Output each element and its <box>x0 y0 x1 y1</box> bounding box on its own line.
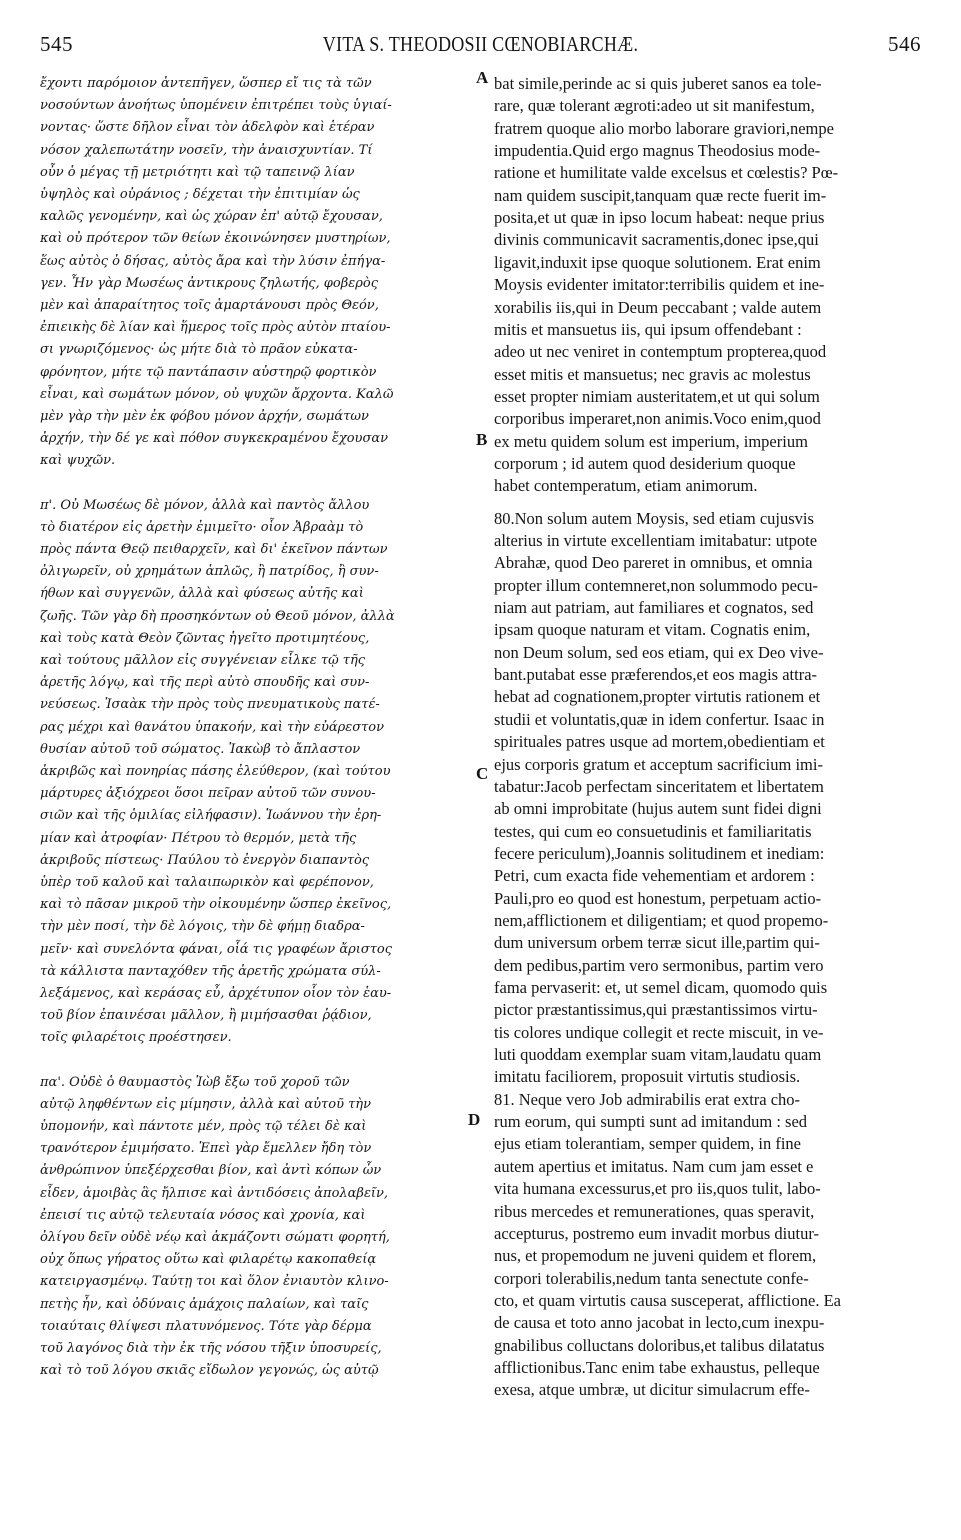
text-line: tabatur:Jacob perfectam sinceritatem et libertatem <box>494 776 824 796</box>
text-line: ἀνθρώπινον ὑπεξέρχεσθαι βίον, καὶ ἀντὶ κόπων ὧν <box>40 1163 382 1179</box>
text-line: ἀκριβοῦς πίστεως· Παύλου τὸ ἐνεργὸν διαπαντὸς <box>40 852 370 868</box>
text-line: non Deum solum, sed eos etiam, qui ex Deo vive- <box>494 642 824 662</box>
text-line: habet contemperatum, etiam animorum. <box>494 476 758 496</box>
page-number-right: 546 <box>888 32 921 56</box>
text-line: πα'. Οὐδὲ ὁ θαυμαστὸς Ἰὼβ ἔξω τοῦ χοροῦ τῶν <box>40 1074 350 1090</box>
text-line: εἶδεν, ἀμοιβὰς ἃς ἤλπισε καὶ ἀντιδόσεις ἀπολαβεῖν, <box>40 1185 389 1201</box>
text-line: imitatu faciliorem, proposuit virtutis studiosis. <box>494 1067 801 1087</box>
text-line: Moysis evidenter imitator:terribilis quidem et ine- <box>494 275 825 295</box>
text-line: autem apertius et imitatus. Nam cum jam esset e <box>494 1156 814 1176</box>
text-line: testes, qui cum eo consuetudinis et familiaritatis <box>494 821 812 841</box>
text-line: Abrahæ, quod Deo pareret in omnibus, et omnia <box>494 553 813 573</box>
text-line: ἕως αὐτὸς ὁ δήσας, αὐτὸς ἄρα καὶ τὴν λύσιν ἐπήγα- <box>40 253 386 269</box>
text-line: impudentia.Quid ergo magnus Theodosius mode- <box>494 141 821 161</box>
text-line: rare, quæ tolerant ægroti:adeo ut sit manifestum, <box>494 96 815 116</box>
text-line: ἀρχήν, τὴν δέ γε καὶ πόθον συγκεκραμένου ἔχουσαν <box>40 431 388 447</box>
text-line: nus, et propemodum ne juveni quidem et florem, <box>494 1246 817 1266</box>
text-line: niam aut patriam, aut familiares et cognatos, sed <box>494 598 814 618</box>
text-line: de causa et toto anno jacobat in lecto,cum inexpu- <box>494 1313 825 1333</box>
text-line: ήθων καὶ συγγενῶν, ἀλλὰ καὶ φύσεως αὐτῆς καὶ <box>40 586 364 602</box>
margin-letter-c: C <box>476 764 489 783</box>
margin-letter-d: D <box>468 1110 481 1129</box>
text-line: ὑπὲρ τοῦ καλοῦ καὶ ταλαιπωρικὸν καὶ φερέπονον, <box>40 875 374 890</box>
text-line: τοῖς φιλαρέτοις προέστησεν. <box>40 1030 232 1046</box>
text-line: pictor præstantissimus,qui præstantissimos virtu- <box>494 1000 818 1020</box>
text-line: ab omni improbitate (hujus autem sunt fidei digni <box>494 799 822 819</box>
text-line: μεῖν· καὶ συνελόντα φάναι, οἷά τις γραφέων ἄριστος <box>40 941 393 957</box>
text-line: ipsam quoque naturam et vitam. Cognatis enim, <box>494 620 811 640</box>
text-line: tis colores undique collegit et recte miscuit, in ve- <box>494 1022 824 1042</box>
text-line: ὑπομονήν, καὶ πάντοτε μέν, πρὸς τῷ τέλει δὲ καὶ <box>40 1119 367 1134</box>
text-line: 80.Non solum autem Moysis, sed etiam cujusvis <box>494 508 814 528</box>
text-line: bat simile,perinde ac si quis juberet sanos ea tole- <box>494 74 822 93</box>
text-line: esset mitis et mansuetus; nec gravis ac molestus <box>494 364 811 384</box>
text-line: ligavit,induxit ipse quoque solutionem. Erat enim <box>494 252 821 272</box>
text-line: propter illum contemneret,non solummodo pecu- <box>494 575 818 595</box>
running-header <box>40 32 921 62</box>
text-line: exesa, atque umbræ, ut dicitur simulacrum effe- <box>494 1380 810 1400</box>
text-line: ribus mercedes et remunerationes, quas speravit, <box>494 1201 815 1221</box>
text-line: ejus etiam tolerantiam, semper quidem, in fine <box>494 1134 801 1154</box>
text-line: nam quidem suscipit,tanquam quæ recte fuerit im- <box>494 185 827 205</box>
text-line: μίαν καὶ ἀτροφίαν· Πέτρου τὸ θερμόν, μετὰ τῆς <box>40 830 357 846</box>
text-line: τὰ κάλλιστα πανταχόθεν τῆς ἀρετῆς χρώματα σύλ- <box>40 963 381 979</box>
text-line: καὶ τούτους μᾶλλον εἰς συγγένειαν εἷλκε τῷ τῆς <box>40 653 366 668</box>
text-line: λεξάμενος, καὶ κεράσας εὖ, ἀρχέτυπον οἷον τὸν ἑαυ- <box>40 986 392 1001</box>
text-line: spirituales patres usque ad mortem,obedientiam et <box>494 732 825 752</box>
text-line: corpori tolerabilis,nedum tanta senectute confe- <box>494 1268 809 1288</box>
text-line: νεύσεως. Ἰσαὰκ τὴν πρὸς τοὺς πνευματικοὺς πατέ- <box>40 697 380 713</box>
text-line: dum universum orbem terræ sicut ille,partim qui- <box>494 933 820 953</box>
text-line: κατειργασμένῳ. Ταύτῃ τοι καὶ ὅλον ἐνιαυτὸν κλινο- <box>40 1274 389 1290</box>
text-line: ex metu quidem solum est imperium, imperium <box>494 431 808 451</box>
text-line: ratione et humilitate valde excelsus et cœlestis? Pœ- <box>494 163 839 183</box>
text-line: καὶ τοὺς κατὰ Θεὸν ζῶντας ἡγεῖτο προτιμητέους, <box>40 630 370 646</box>
text-line: μὲν γὰρ τὴν μὲν ἐκ φόβου μόνον ἀρχήν, σωμάτων <box>40 409 369 424</box>
text-line: dem pedibus,partim vero sermonibus, partim vero <box>494 955 824 975</box>
text-line: gnabilibus colluctans doloribus,et talibus dilatatus <box>494 1335 825 1355</box>
text-line: μὲν καὶ ἀπαραίτητος τοῖς ἁμαρτάνουσι πρὸς Θεόν, <box>40 298 379 313</box>
text-line: 81. Neque vero Job admirabilis erat extra cho- <box>494 1089 801 1109</box>
text-line: ἐπιεικὴς δὲ λίαν καὶ ἥμερος τοῖς πρὸς αὐτὸν πταίου- <box>40 320 391 336</box>
text-line: καὶ ψυχῶν. <box>40 453 116 469</box>
text-line: cto, et quam virtutis causa susceperat, afflictione. Ea <box>494 1290 841 1310</box>
text-line: Pauli,pro eo quod est honestum, perpetuam actio- <box>494 888 822 908</box>
text-line: accepturus, postremo eum invadit morbus diutur- <box>494 1223 820 1243</box>
text-line: ejus corporis gratum et acceptum sacrificium imi- <box>494 754 823 774</box>
text-line: rum eorum, qui sumpti sunt ad imitandum : sed <box>494 1112 808 1132</box>
margin-letter-b: B <box>476 430 488 449</box>
text-line: divinis communicavit sacramentis,donec ipse,qui <box>494 230 819 250</box>
text-line: νοντας· ὥστε δῆλον εἶναι τὸν ἀδελφὸν καὶ ἑτέραν <box>40 120 375 136</box>
text-line: αὐτῷ ληφθέντων εἰς μίμησιν, ἀλλὰ καὶ αὐτοῦ τὴν <box>40 1096 371 1112</box>
text-line: luti quoddam exemplar suam vitam,laudatu quam <box>494 1045 822 1065</box>
text-line: π'. Οὐ Μωσέως δὲ μόνον, ἀλλὰ καὶ παντὸς ἄλλου <box>40 497 370 513</box>
text-line: τοῦ λαγόνος διὰ τὴν ἐκ τῆς νόσου τῆξιν ὑποσυρείς, <box>40 1341 382 1356</box>
text-line: afflictionibus.Tanc enim tabe exhaustus, pelleque <box>494 1357 820 1377</box>
text-line: fratrem quoque alio morbo laborare graviori,nempe <box>494 118 834 138</box>
text-line: bant.putabat esse præferendos,et eos magis attra- <box>494 665 818 685</box>
text-line: νόσον χαλεπωτάτην νοσεῖν, τὴν ἀναισχυντίαν. Τί <box>40 142 373 158</box>
text-line: adeo ut nec veniret in contemptum propterea,quod <box>494 342 827 362</box>
text-line: Petri, cum exacta fide vehementiam et ardorem : <box>494 866 815 886</box>
text-line: ὑψηλὸς καὶ οὐράνιος ; δέχεται τὴν ἐπιτιμίαν ὡς <box>40 187 360 202</box>
text-line: τὸ διατέρον εἰς ἀρετὴν ἐμιμεῖτο· οἷον Ἀβραὰμ τὸ <box>40 519 364 535</box>
margin-letter-a: A <box>476 68 489 87</box>
text-line: xorabilis iis,qui in Deum peccabant ; valde autem <box>494 297 822 317</box>
text-line: corporibus imperaret,non animis.Voco enim,quod <box>494 409 821 429</box>
text-line: mitis et mansuetus iis, qui ipsum offendebant : <box>494 319 802 339</box>
text-line: τοιαύταις θλίψεσι πλατυνόμενος. Τότε γὰρ δέρμα <box>40 1318 372 1334</box>
text-line: πετὴς ἦν, καὶ ὀδύναις ἀμάχοις παλαίων, καὶ ταῖς <box>40 1296 369 1312</box>
text-line: ἔχοντι παρόμοιον ἀντεπῆγεν, ὥσπερ εἴ τις τὰ τῶν <box>40 76 372 91</box>
text-line: τρανότερον ἐμιμήσατο. Ἐπεὶ γὰρ ἔμελλεν ἤδη τὸν <box>40 1141 372 1157</box>
text-line: εἶναι, καὶ σωμάτων μόνον, οὐ ψυχῶν ἄρχοντα. Καλῶ <box>40 386 394 402</box>
text-line: ζωῆς. Τῶν γὰρ δὴ προσηκόντων οὐ Θεοῦ μόνον, ἀλλὰ <box>40 608 395 624</box>
page-number-left: 545 <box>40 32 73 56</box>
text-line: ὀλιγωρεῖν, οὐ χρημάτων ἁπλῶς, ἢ πατρίδος, ἢ συν- <box>40 564 379 580</box>
text-line: φρόνητον, μήτε τῷ παντάπασιν αὐστηρῷ φορτικὸν <box>40 364 377 380</box>
text-line: θυσίαν αὐτοῦ τοῦ σώματος. Ἰακὼβ τὸ ἄπλαστον <box>40 741 361 757</box>
text-line: πρὸς πάντα Θεῷ πειθαρχεῖν, καὶ δι' ἐκεῖνον πάντων <box>40 542 388 557</box>
text-line: ἐπεισί τις αὐτῷ τελευταία νόσος καὶ χρονία, καὶ <box>40 1207 366 1223</box>
text-line: posita,et ut quæ in ipso locum habeat: neque prius <box>494 208 825 228</box>
text-line: νοσούντων ἀνοήτως ὑπομένειν ἐπιτρέπει τοὺς ὑγιαί- <box>40 98 392 114</box>
text-line: καλῶς γενομένην, καὶ ὡς χώραν ἐπ' αὐτῷ ἔχουσαν, <box>40 209 383 225</box>
text-line: καὶ οὐ πρότερον τῶν θείων ἐκοινώνησεν μυστηρίων, <box>40 231 391 247</box>
running-title: VITA S. THEODOSII CŒNOBIARCHÆ. <box>322 32 639 56</box>
text-line: σιῶν καὶ τῆς ὁμιλίας εἰλήφασιν). Ἰωάννου τὴν ἐρη- <box>40 808 382 824</box>
text-line: οὐχ ὅπως γήρατος οὕτω καὶ φιλαρέτῳ κακοπαθείᾳ <box>40 1252 377 1268</box>
text-line: nem,afflictionem et diligentiam; et quod propemo- <box>494 910 829 930</box>
text-line: μάρτυρες ἀξιόχρεοι ὅσοι πεῖραν αὐτοῦ τῶν συνου- <box>40 786 376 802</box>
text-line: καὶ τὸ πᾶσαν μικροῦ τὴν οἰκουμένην ὥσπερ ἐκεῖνος, <box>40 897 392 913</box>
text-line: studii et voluntatis,quæ in idem confertur. Isaac in <box>494 709 825 729</box>
text-line: corporum ; id autem quod desiderium quoque <box>494 453 796 473</box>
text-line: οὖν ὁ μέγας τῇ μετριότητι καὶ τῷ ταπεινῷ λίαν <box>40 164 355 180</box>
text-line: ὀλίγου δεῖν οὐδὲ νέῳ καὶ ἀκμάζοντι σώματι φορητή, <box>40 1230 390 1245</box>
text-line: σι γνωριζόμενος· ὡς μήτε διὰ τὸ πρᾶον εὐκατα- <box>40 342 358 358</box>
text-line: fama pervaserit: et, ut semel dicam, quomodo quis <box>494 978 828 997</box>
text-line: γεν. Ἦν γὰρ Μωσέως ἀντικρους ζηλωτής, φοβερὸς <box>40 275 378 291</box>
text-line: hebat ad cognationem,propter virtutis rationem et <box>494 687 821 707</box>
text-line: τοῦ βίον ἐπαινέσαι μᾶλλον, ἢ μιμήσασθαι ῥᾴδιον, <box>40 1008 372 1024</box>
text-line: καὶ τὸ τοῦ λόγου σκιᾶς εἴδωλον γεγονώς, ὡς αὐτῷ <box>40 1363 379 1379</box>
text-line: fecere periculum),Joannis solitudinem et inediam: <box>494 843 825 863</box>
text-line: τὴν μὲν ποσί, τὴν δὲ λόγοις, τὴν δὲ φήμῃ διαδρα- <box>40 919 365 935</box>
text-line: esset propter nimiam austeritatem,et ut qui solum <box>494 386 820 406</box>
text-line: vita humana excessurus,et pro iis,quos tulit, labo- <box>494 1179 821 1199</box>
text-line: ἀρετῆς λόγῳ, καὶ τῆς περὶ αὐτὸ σπουδῆς καὶ συν- <box>40 675 370 691</box>
text-line: alterius in virtute excellentiam imitabatur: utpote <box>494 531 818 550</box>
text-line: ρας μέχρι καὶ θανάτου ὑπακοήν, καὶ τὴν εὐάρεστον <box>40 719 385 735</box>
text-line: ἀκριβῶς καὶ πονηρίας πάσης ἐλεύθερον, (καὶ τούτου <box>40 764 391 779</box>
